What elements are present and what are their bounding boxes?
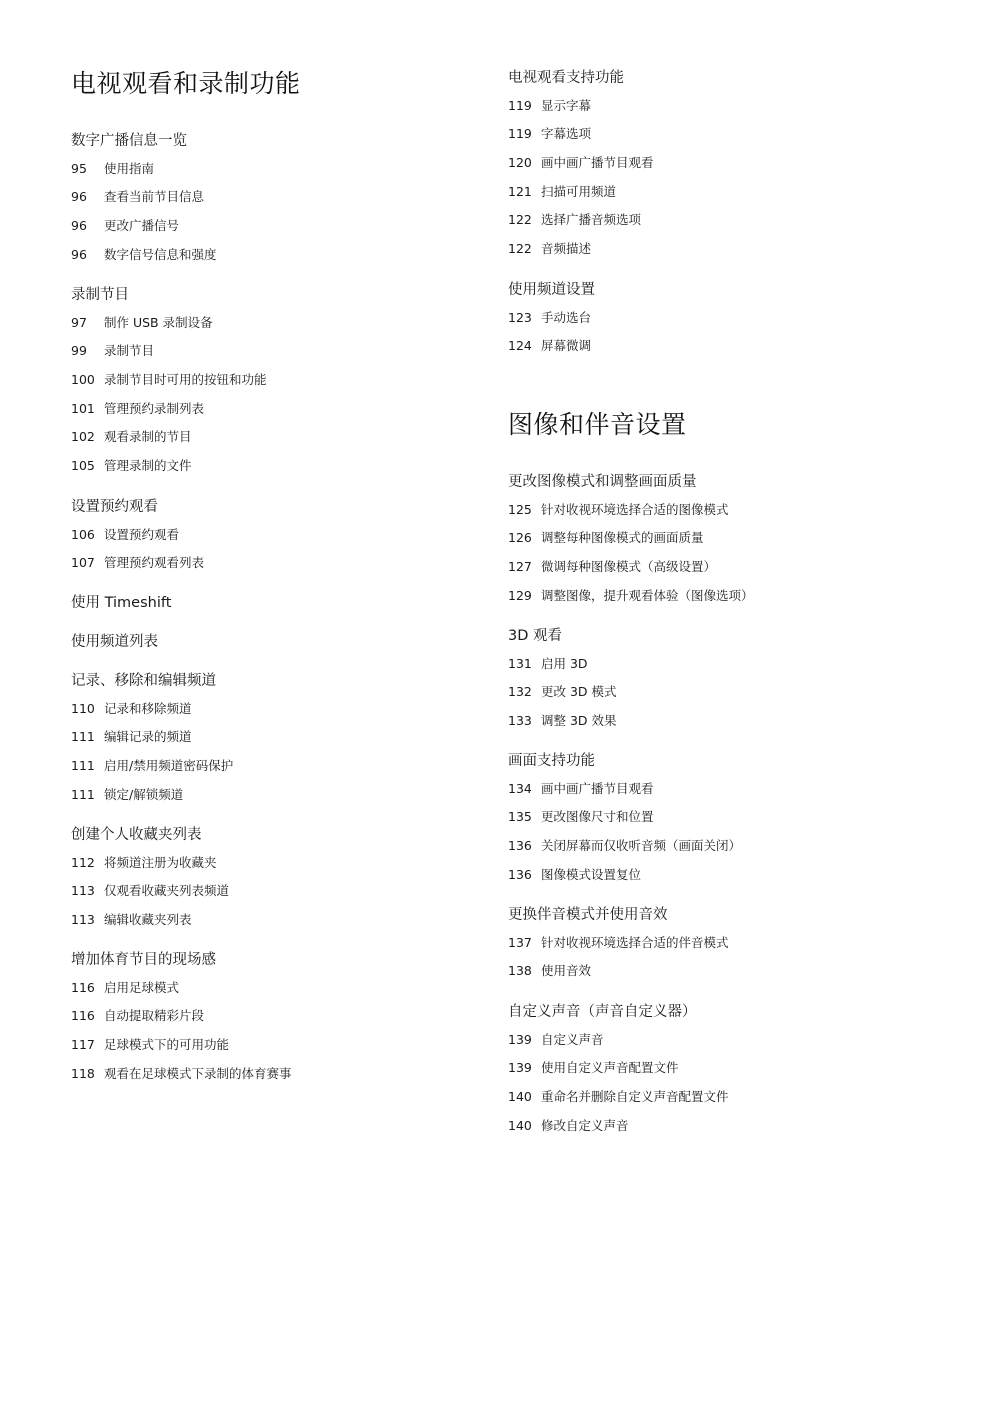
entry-label[interactable]: 使用指南 — [104, 160, 155, 176]
entry-label[interactable]: 编辑收藏夹列表 — [104, 911, 192, 927]
page-number: 111 — [71, 757, 95, 773]
toc-entry[interactable] — [71, 786, 233, 803]
page-number: 116 — [71, 979, 95, 995]
entry-label[interactable]: 录制节目 — [104, 343, 155, 359]
page-number: 125 — [508, 501, 532, 517]
toc-entry[interactable] — [71, 757, 233, 774]
page-number: 136 — [508, 837, 532, 853]
page-number: 127 — [508, 558, 532, 574]
toc-entry[interactable] — [71, 457, 267, 474]
page-number: 105 — [71, 457, 95, 473]
page-number: 122 — [508, 240, 532, 256]
toc-entry[interactable] — [71, 246, 217, 263]
toc-section — [508, 68, 654, 257]
toc-section — [508, 280, 595, 354]
entry-label[interactable]: 仅观看收藏夹列表频道 — [104, 883, 230, 899]
section-title[interactable]: 画面支持功能 — [508, 753, 595, 769]
toc-entry[interactable] — [71, 400, 267, 417]
toc-entry[interactable] — [508, 587, 754, 604]
toc-entry[interactable] — [508, 211, 654, 228]
toc-entry[interactable] — [508, 808, 741, 825]
page-number: 121 — [508, 183, 532, 199]
toc-entry[interactable] — [508, 866, 741, 883]
page-number: 129 — [508, 587, 532, 603]
entry-label[interactable]: 字幕选项 — [541, 126, 592, 142]
entry-label[interactable]: 设置预约观看 — [104, 526, 180, 542]
page-number: 131 — [508, 655, 532, 671]
entry-label[interactable]: 修改自定义声音 — [541, 1117, 629, 1133]
toc-entry[interactable] — [71, 371, 267, 388]
toc-entry[interactable] — [508, 501, 754, 518]
page-number: 110 — [71, 700, 95, 716]
entry-label[interactable]: 将频道注册为收藏夹 — [104, 854, 217, 870]
entry-label[interactable]: 关闭屏幕而仅收听音频（画面关闭） — [541, 837, 742, 853]
toc-entry[interactable] — [71, 160, 217, 177]
entry-label[interactable]: 启用足球模式 — [104, 979, 180, 995]
toc-entry[interactable] — [71, 342, 267, 359]
toc-entry[interactable] — [508, 655, 617, 672]
entry-label[interactable]: 使用音效 — [541, 963, 592, 979]
toc-entry[interactable] — [71, 1007, 292, 1024]
entry-label[interactable]: 启用/禁用频道密码保护 — [104, 757, 234, 773]
entry-label[interactable]: 图像模式设置复位 — [541, 866, 642, 882]
page-number: 106 — [71, 526, 95, 542]
toc-entry[interactable] — [71, 700, 233, 717]
page-number: 101 — [71, 400, 95, 416]
toc-entry[interactable] — [508, 683, 617, 700]
entry-label[interactable]: 数字信号信息和强度 — [104, 246, 217, 262]
toc-entry[interactable] — [508, 183, 654, 200]
entry-label[interactable]: 画中画广播节目观看 — [541, 780, 654, 796]
toc-section — [71, 632, 158, 652]
entry-label[interactable]: 管理预约观看列表 — [104, 555, 205, 571]
page-number: 140 — [508, 1117, 532, 1133]
toc-section — [71, 131, 217, 263]
entry-label[interactable]: 锁定/解锁频道 — [104, 786, 184, 802]
page-number: 99 — [71, 343, 87, 359]
toc-entry[interactable] — [71, 554, 204, 571]
toc-section — [71, 285, 267, 474]
page-number: 119 — [508, 126, 532, 142]
entry-label[interactable]: 足球模式下的可用功能 — [104, 1036, 230, 1052]
page-number: 139 — [508, 1060, 532, 1076]
page-number: 133 — [508, 712, 532, 728]
page-number: 113 — [71, 883, 95, 899]
entry-label[interactable]: 录制节目时可用的按钮和功能 — [104, 371, 267, 387]
toc-entry[interactable] — [508, 154, 654, 171]
entry-label[interactable]: 更改广播信号 — [104, 217, 180, 233]
entry-label[interactable]: 音频描述 — [541, 240, 592, 256]
entry-label[interactable]: 制作 USB 录制设备 — [104, 314, 213, 330]
page-number: 96 — [71, 217, 87, 233]
page-number: 134 — [508, 780, 532, 796]
page-number: 135 — [508, 809, 532, 825]
toc-section — [508, 472, 754, 604]
entry-label[interactable]: 显示字幕 — [541, 97, 592, 113]
page-number: 126 — [508, 530, 532, 546]
toc-entry[interactable] — [508, 962, 729, 979]
toc-entry[interactable] — [71, 428, 267, 445]
entry-label[interactable]: 更改 3D 模式 — [541, 684, 617, 700]
toc-entry[interactable] — [71, 854, 229, 871]
toc-entry[interactable] — [508, 712, 617, 729]
page-number: 122 — [508, 212, 532, 228]
entry-label[interactable]: 画中画广播节目观看 — [541, 154, 654, 170]
toc-entry[interactable] — [508, 1088, 729, 1105]
entry-label[interactable]: 更改图像尺寸和位置 — [541, 809, 654, 825]
page-number: 111 — [71, 786, 95, 802]
page-number: 123 — [508, 309, 532, 325]
entry-label[interactable]: 针对收视环境选择合适的伴音模式 — [541, 934, 729, 950]
chapter-title: 图像和伴音设置 — [508, 410, 687, 439]
page-number: 139 — [508, 1031, 532, 1047]
section-title[interactable]: 增加体育节目的现场感 — [71, 952, 216, 968]
toc-entry[interactable] — [508, 1117, 729, 1134]
section-title[interactable]: 使用 Timeshift — [71, 595, 172, 611]
entry-label[interactable]: 查看当前节目信息 — [104, 189, 205, 205]
page-number: 111 — [71, 729, 95, 745]
toc-entry[interactable] — [71, 979, 292, 996]
section-title[interactable]: 自定义声音（声音自定义器） — [508, 1004, 697, 1020]
page-number: 119 — [508, 97, 532, 113]
toc-section — [71, 671, 233, 803]
toc-entry[interactable] — [508, 1059, 729, 1076]
page-number: 102 — [71, 429, 95, 445]
section-title[interactable]: 使用频道列表 — [71, 634, 158, 650]
toc-entry[interactable] — [71, 911, 229, 928]
entry-label[interactable]: 调整每种图像模式的画面质量 — [541, 530, 704, 546]
entry-label[interactable]: 针对收视环境选择合适的图像模式 — [541, 501, 729, 517]
toc-entry[interactable] — [71, 314, 267, 331]
section-title[interactable]: 电视观看支持功能 — [508, 70, 624, 86]
entry-label[interactable]: 扫描可用频道 — [541, 183, 617, 199]
toc-entry[interactable] — [508, 837, 741, 854]
page-number: 137 — [508, 934, 532, 950]
toc-entry[interactable] — [508, 240, 654, 257]
toc-section — [71, 950, 292, 1082]
toc-entry[interactable] — [71, 188, 217, 205]
section-title[interactable]: 录制节目 — [71, 287, 129, 303]
page-number: 117 — [71, 1036, 95, 1052]
page-number: 112 — [71, 854, 95, 870]
toc-section — [508, 626, 617, 729]
section-title[interactable]: 3D 观看 — [508, 628, 562, 644]
toc-entry[interactable] — [508, 125, 654, 142]
page-number: 140 — [508, 1088, 532, 1104]
toc-section — [71, 825, 229, 928]
entry-label[interactable]: 记录和移除频道 — [104, 700, 192, 716]
section-title[interactable]: 使用频道设置 — [508, 282, 595, 298]
entry-label[interactable]: 自定义声音 — [541, 1031, 604, 1047]
toc-entry[interactable] — [508, 558, 754, 575]
entry-label[interactable]: 微调每种图像模式（高级设置） — [541, 558, 717, 574]
toc-entry[interactable] — [508, 529, 754, 546]
entry-label[interactable]: 选择广播音频选项 — [541, 212, 642, 228]
page-number: 113 — [71, 911, 95, 927]
toc-entry[interactable] — [508, 780, 741, 797]
entry-label[interactable]: 屏幕微调 — [541, 338, 592, 354]
chapter-title: 电视观看和录制功能 — [71, 69, 301, 98]
page-number: 96 — [71, 246, 87, 262]
page-number: 118 — [71, 1065, 95, 1081]
entry-label[interactable]: 调整 3D 效果 — [541, 712, 617, 728]
entry-label[interactable]: 观看在足球模式下录制的体育赛事 — [104, 1065, 292, 1081]
section-title[interactable]: 设置预约观看 — [71, 499, 158, 515]
page-number: 136 — [508, 866, 532, 882]
toc-section — [71, 593, 171, 613]
section-title[interactable]: 创建个人收藏夹列表 — [71, 827, 202, 843]
toc-entry[interactable] — [508, 1031, 729, 1048]
toc-entry[interactable] — [71, 526, 204, 543]
toc-entry[interactable] — [508, 97, 654, 114]
section-title[interactable]: 更换伴音模式并使用音效 — [508, 907, 668, 923]
section-title[interactable]: 更改图像模式和调整画面质量 — [508, 474, 697, 490]
page-number: 116 — [71, 1008, 95, 1024]
section-title[interactable]: 记录、移除和编辑频道 — [71, 673, 216, 689]
toc-entry[interactable] — [508, 934, 729, 951]
toc-entry[interactable] — [71, 1036, 292, 1053]
entry-label[interactable]: 观看录制的节目 — [104, 429, 192, 445]
toc-entry[interactable] — [71, 217, 217, 234]
page-number: 120 — [508, 154, 532, 170]
entry-label[interactable]: 管理预约录制列表 — [104, 400, 205, 416]
toc-section — [508, 905, 729, 979]
toc-section — [508, 1002, 729, 1134]
toc-section — [71, 497, 204, 571]
toc-section — [508, 751, 741, 883]
entry-label[interactable]: 使用自定义声音配置文件 — [541, 1060, 679, 1076]
entry-label[interactable]: 编辑记录的频道 — [104, 729, 192, 745]
toc-entry[interactable] — [71, 1065, 292, 1082]
page-number: 138 — [508, 963, 532, 979]
page-number: 97 — [71, 314, 87, 330]
toc-entry[interactable] — [71, 728, 233, 745]
entry-label[interactable]: 自动提取精彩片段 — [104, 1008, 205, 1024]
entry-label[interactable]: 手动选台 — [541, 309, 592, 325]
entry-label[interactable]: 启用 3D — [541, 655, 588, 671]
page-number: 100 — [71, 371, 95, 387]
page-number: 132 — [508, 684, 532, 700]
toc-entry[interactable] — [508, 309, 595, 326]
toc-entry[interactable] — [508, 337, 595, 354]
toc-entry[interactable] — [71, 882, 229, 899]
page-number: 95 — [71, 160, 87, 176]
page-number: 107 — [71, 555, 95, 571]
section-title[interactable]: 数字广播信息一览 — [71, 133, 187, 149]
page-number: 96 — [71, 189, 87, 205]
entry-label[interactable]: 重命名并删除自定义声音配置文件 — [541, 1088, 729, 1104]
page-number: 124 — [508, 338, 532, 354]
entry-label[interactable]: 管理录制的文件 — [104, 457, 192, 473]
entry-label[interactable]: 调整图像，提升观看体验（图像选项） — [541, 587, 754, 603]
